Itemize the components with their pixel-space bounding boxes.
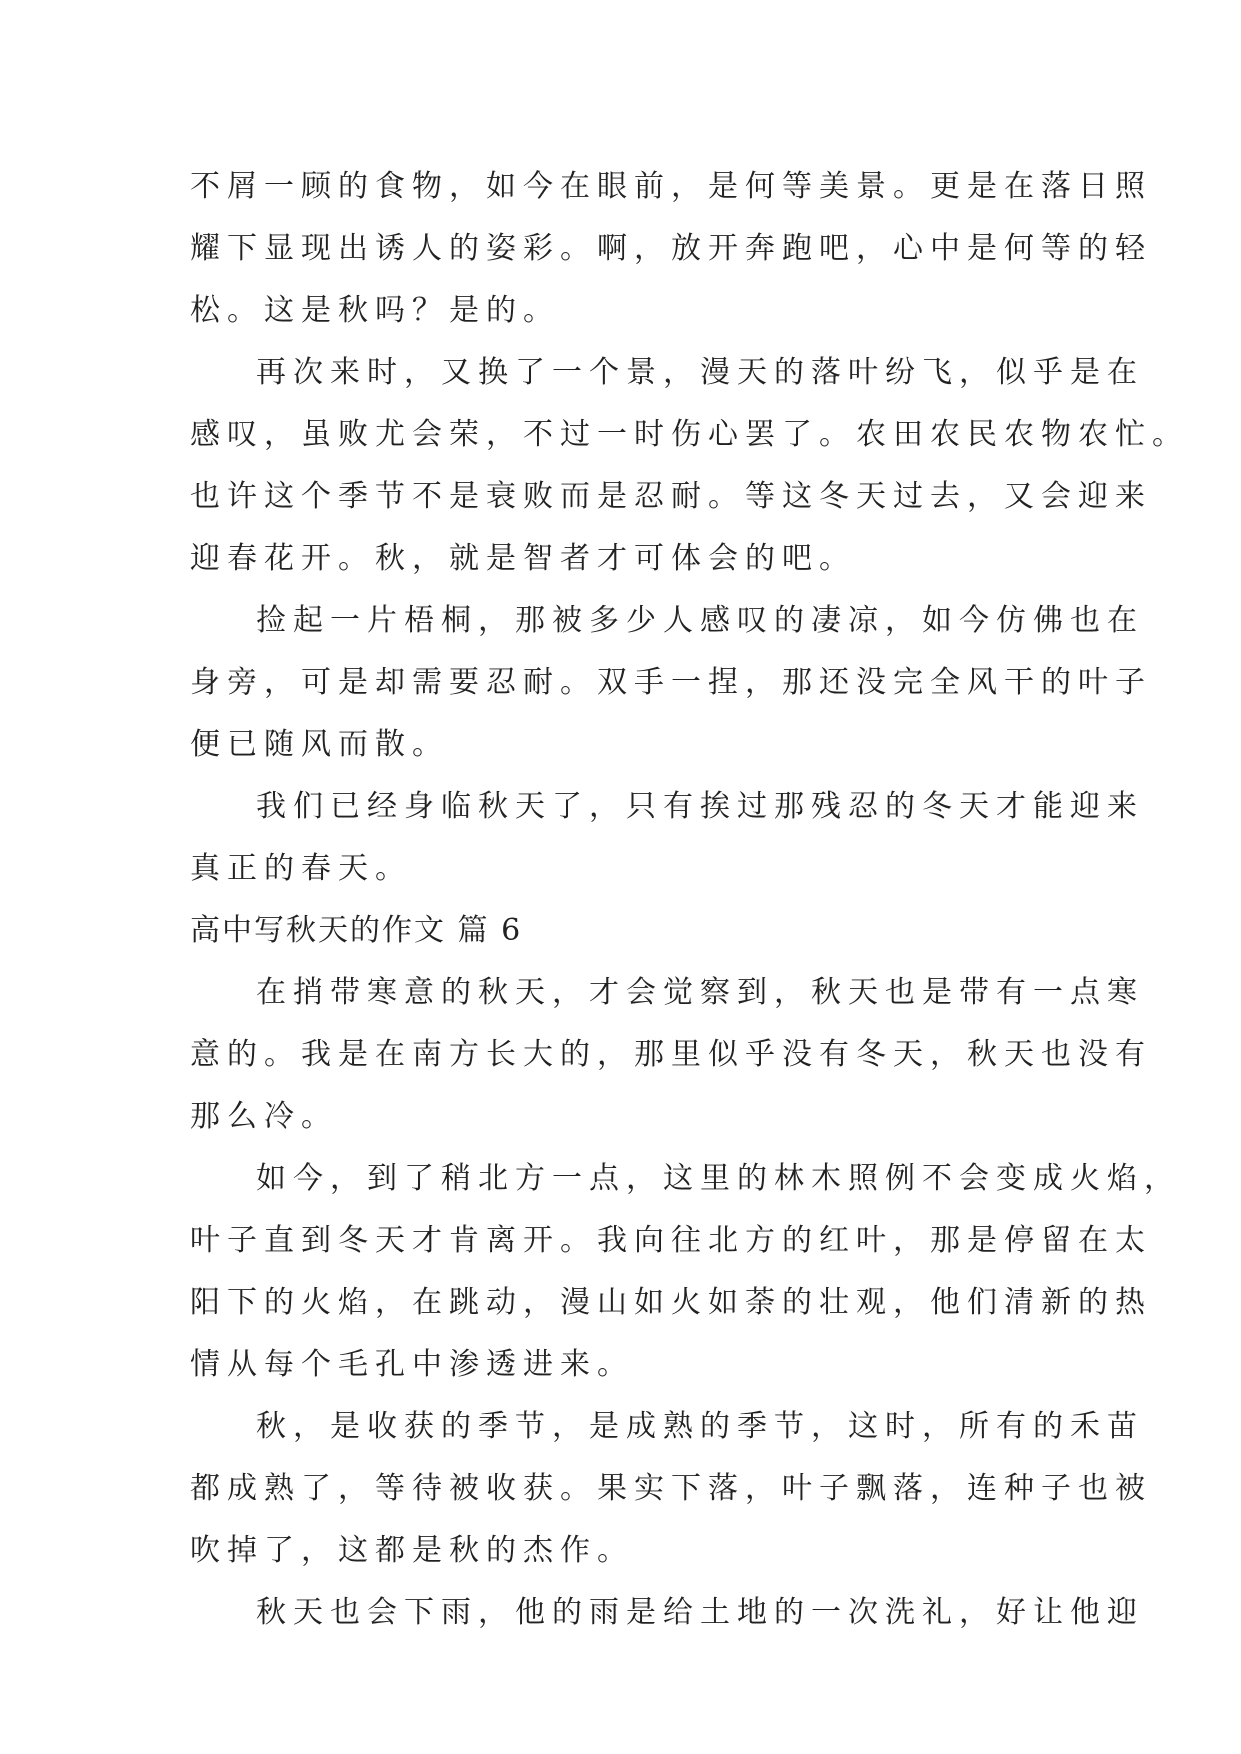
paragraph-first-line: 在捎带寒意的秋天，才会觉察到，秋天也是带有一点寒 [256,975,1144,1010]
text-line: 吹掉了，这都是秋的杰作。 [190,1533,634,1568]
text-line: 真正的春天。 [190,851,412,886]
text-line: 那么冷。 [190,1099,338,1134]
paragraph-first-line: 秋天也会下雨，他的雨是给土地的一次洗礼，好让他迎 [256,1595,1144,1630]
text-line: 意的。我是在南方长大的，那里似乎没有冬天，秋天也没有 [190,1037,1152,1072]
text-line: 情从每个毛孔中渗透进来。 [190,1347,634,1382]
paragraph-first-line: 我们已经身临秋天了，只有挨过那残忍的冬天才能迎来 [256,789,1144,824]
section-heading: 高中写秋天的作文 篇 6 [190,913,523,948]
text-line: 松。这是秋吗？是的。 [190,293,560,328]
text-line: 叶子直到冬天才肯离开。我向往北方的红叶，那是停留在太 [190,1223,1152,1258]
document-page [190,156,1189,1644]
paragraph-first-line: 再次来时，又换了一个景，漫天的落叶纷飞，似乎是在 [256,355,1144,390]
text-line: 阳下的火焰，在跳动，漫山如火如荼的壮观，他们清新的热 [190,1285,1152,1320]
paragraph-first-line: 秋，是收获的季节，是成熟的季节，这时，所有的禾苗 [256,1409,1144,1444]
text-line: 都成熟了，等待被收获。果实下落，叶子飘落，连种子也被 [190,1471,1152,1506]
text-line: 便已随风而散。 [190,727,449,762]
text-line: 身旁，可是却需要忍耐。双手一捏，那还没完全风干的叶子 [190,665,1152,700]
text-line: 不屑一顾的食物，如今在眼前，是何等美景。更是在落日照 [190,169,1152,204]
text-line: 感叹，虽败尤会荣，不过一时伤心罢了。农田农民农物农忙。 [190,417,1189,452]
paragraph-first-line: 如今，到了稍北方一点，这里的林木照例不会变成火焰， [256,1161,1181,1196]
text-line: 耀下显现出诱人的姿彩。啊，放开奔跑吧，心中是何等的轻 [190,231,1152,266]
text-line: 迎春花开。秋，就是智者才可体会的吧。 [190,541,856,576]
paragraph-first-line: 捡起一片梧桐，那被多少人感叹的凄凉，如今仿佛也在 [256,603,1144,638]
text-line: 也许这个季节不是衰败而是忍耐。等这冬天过去，又会迎来 [190,479,1152,514]
